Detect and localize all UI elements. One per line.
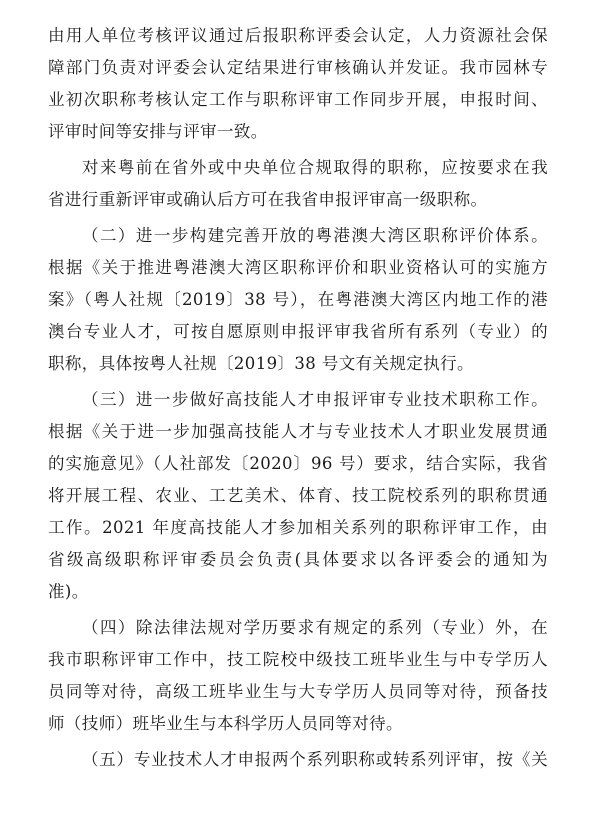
section-heading-2: （二）进一步构建完善开放的粤港澳大湾区职称评价体系。: [82, 226, 548, 245]
paragraph-first-line: 对来粤前在省外或中央单位合规取得的职称，应按要求在我: [82, 158, 548, 177]
text-line: 评审时间等安排与评审一致。: [48, 122, 268, 141]
section-heading-5: （五）专业技术人才申报两个系列职称或转系列评审，按《关: [82, 750, 548, 769]
text-line: 业初次职称考核认定工作与职称评审工作同步开展，申报时间、: [48, 90, 548, 109]
text-line: 障部门负责对评委会认定结果进行审核确认并发证。我市园林专: [48, 58, 548, 77]
text-line: 省进行重新评审或确认后方可在我省申报评审高一级职称。: [48, 190, 488, 209]
text-line: 根据《关于推进粤港澳大湾区职称评价和职业资格认可的实施方: [48, 258, 548, 277]
text-line: 员同等对待，高级工班毕业生与大专学历人员同等对待，预备技: [48, 682, 548, 701]
text-line: 我市职称评审工作中，技工院校中级技工班毕业生与中专学历人: [48, 650, 548, 669]
text-line: 澳台专业人才，可按自愿原则申报评审我省所有系列（专业）的: [48, 322, 548, 341]
text-line: 省级高级职称评审委员会负责(具体要求以各评委会的通知为: [48, 550, 548, 569]
text-line: 案》（粤人社规〔2019〕38 号），在粤港澳大湾区内地工作的港: [48, 290, 548, 309]
text-line: 师（技师）班毕业生与本科学历人员同等对待。: [48, 714, 403, 733]
text-line: 工作。2021 年度高技能人才参加相关系列的职称评审工作，由: [48, 518, 548, 537]
text-line: 由用人单位考核评议通过后报职称评委会认定，人力资源社会保: [48, 26, 548, 45]
text-line: 的实施意见》（人社部发〔2020〕96 号）要求，结合实际，我省: [48, 454, 548, 473]
text-line: 根据《关于进一步加强高技能人才与专业技术人才职业发展贯通: [48, 422, 548, 441]
section-heading-4: （四）除法律法规对学历要求有规定的系列（专业）外，在: [82, 618, 548, 637]
text-line: 准)。: [48, 582, 89, 601]
text-line: 将开展工程、农业、工艺美术、体育、技工院校系列的职称贯通: [48, 486, 548, 505]
section-heading-3: （三）进一步做好高技能人才申报评审专业技术职称工作。: [82, 390, 548, 409]
text-line: 职称，具体按粤人社规〔2019〕38 号文有关规定执行。: [48, 354, 474, 373]
